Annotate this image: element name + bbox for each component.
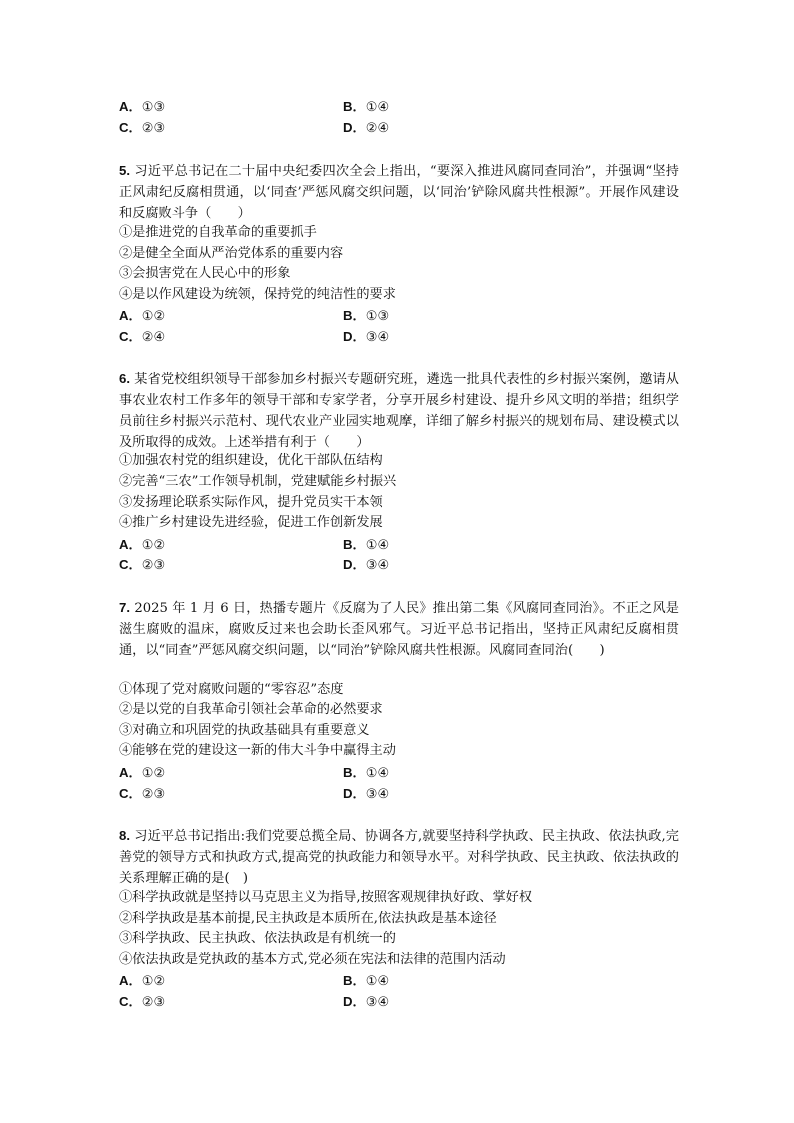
q4-options-row-2 bbox=[119, 118, 539, 138]
q4-option-b: B．①④ bbox=[343, 99, 390, 115]
q6-stem: 6. 某省党校组织领导干部参加乡村振兴专题研究班，遴选一批具代表性的乡村振兴案例，邀请从事农业农村工作多年的领导干部和专家学者，分享开展乡村建设、提升乡风文明的举措；组织学员前往乡村振兴示范村、现代农业产业园实地观摩，详细了解乡村振兴的规划布局、建设模式以及所取得的成效。上述举措有利于（ ） bbox=[119, 371, 679, 450]
q5-statement-4: ④是以作风建设为统领，保持党的纯洁性的要求 bbox=[119, 287, 396, 302]
q6-option-c: C．②③ bbox=[119, 557, 166, 573]
q8-statement-2: ②科学执政是基本前提,民主执政是本质所在,依法执政是基本途径 bbox=[119, 911, 497, 926]
q6-option-a: A．①② bbox=[119, 537, 166, 553]
q6-number: 6. bbox=[119, 371, 130, 386]
q8-number: 8. bbox=[119, 828, 130, 843]
q4-option-d: D．②④ bbox=[343, 120, 390, 136]
q5-statement-2: ②是健全全面从严治党体系的重要内容 bbox=[119, 246, 344, 261]
q8-statement-3: ③科学执政、民主执政、依法执政是有机统一的 bbox=[119, 931, 396, 946]
q6-options-row-2 bbox=[119, 555, 539, 575]
q7-number: 7. bbox=[119, 600, 130, 615]
q5-option-a: A．①② bbox=[119, 308, 166, 324]
q8-stem: 8. 习近平总书记指出:我们党要总揽全局、协调各方,就要坚持科学执政、民主执政、依法执政,完善党的领导方式和执政方式,提高党的执政能力和领导水平。对科学执政、民主执政、依法执政的关系理解正确的是( ) bbox=[119, 828, 679, 886]
q6-option-b: B．①④ bbox=[343, 537, 390, 553]
q7-statement-4: ④能够在党的建设这一新的伟大斗争中赢得主动 bbox=[119, 743, 396, 758]
q5-option-b: B．①③ bbox=[343, 308, 390, 324]
q6-statement-4: ④推广乡村建设先进经验，促进工作创新发展 bbox=[119, 515, 383, 530]
q6-statement-1: ①加强农村党的组织建设，优化干部队伍结构 bbox=[119, 453, 383, 468]
q7-option-a: A．①② bbox=[119, 765, 166, 781]
q5-option-c: C．②④ bbox=[119, 329, 166, 345]
q8-options-row-2 bbox=[119, 992, 539, 1012]
q8-statement-4: ④依法执政是党执政的基本方式,党必须在宪法和法律的范围内活动 bbox=[119, 952, 506, 967]
q5-statement-1: ①是推进党的自我革命的重要抓手 bbox=[119, 225, 317, 240]
q7-option-b: B．①④ bbox=[343, 765, 390, 781]
q7-statement-1: ①体现了党对腐败问题的“零容忍”态度 bbox=[119, 682, 344, 697]
q4-option-a: A．①③ bbox=[119, 99, 166, 115]
q7-statement-3: ③对确立和巩固党的执政基础具有重要意义 bbox=[119, 723, 370, 738]
q4-options-row-1 bbox=[119, 97, 539, 117]
q6-statement-3: ③发扬理论联系实际作风，提升党员实干本领 bbox=[119, 495, 383, 510]
q4-option-c: C．②③ bbox=[119, 120, 166, 136]
q5-stem: 5. 习近平总书记在二十届中央纪委四次全会上指出，“要深入推进风腐同查同治”，并强调“坚持正风肃纪反腐相贯通，以‘同查’严惩风腐交织问题，以‘同治’铲除风腐共性根源”。开展作风建设和反腐败斗争（ ） bbox=[119, 163, 679, 221]
q6-option-d: D．③④ bbox=[343, 557, 390, 573]
q8-option-d: D．③④ bbox=[343, 994, 390, 1010]
q8-option-b: B．①④ bbox=[343, 973, 390, 989]
q5-statement-3: ③会损害党在人民心中的形象 bbox=[119, 266, 291, 281]
q8-statement-1: ①科学执政就是坚持以马克思主义为指导,按照客观规律执好政、掌好权 bbox=[119, 890, 533, 905]
q5-number: 5. bbox=[119, 163, 130, 178]
q6-options-row-1 bbox=[119, 535, 539, 555]
q8-option-c: C．②③ bbox=[119, 994, 166, 1010]
q5-options-row-1 bbox=[119, 306, 539, 326]
q6-statement-2: ②完善“三农”工作领导机制，党建赋能乡村振兴 bbox=[119, 474, 397, 489]
q8-option-a: A．①② bbox=[119, 973, 166, 989]
q7-option-c: C．②③ bbox=[119, 786, 166, 802]
q7-options-row-1 bbox=[119, 763, 539, 783]
q5-option-d: D．③④ bbox=[343, 329, 390, 345]
q7-stem: 7. 2025 年 1 月 6 日，热播专题片《反腐为了人民》推出第二集《风腐同查同治》。不正之风是滋生腐败的温床，腐败反过来也会助长歪风邪气。习近平总书记指出，坚持正风肃纪反腐相贯通，以“同查”严惩风腐交织问题，以“同治”铲除风腐共性根源。风腐同查同治( ) bbox=[119, 600, 679, 658]
q5-options-row-2 bbox=[119, 327, 539, 347]
q7-statement-2: ②是以党的自我革命引领社会革命的必然要求 bbox=[119, 702, 383, 717]
q7-options-row-2 bbox=[119, 784, 539, 804]
q7-option-d: D．③④ bbox=[343, 786, 390, 802]
q8-options-row-1 bbox=[119, 971, 539, 991]
